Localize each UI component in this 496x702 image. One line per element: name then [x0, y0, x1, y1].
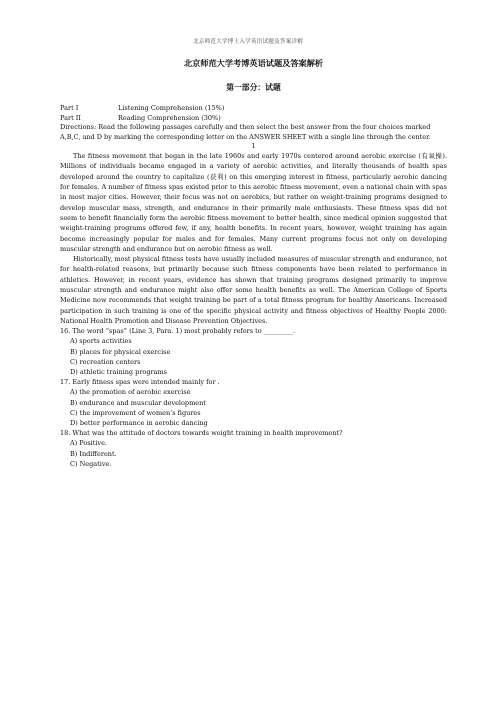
answer-option: C) Negative.	[70, 459, 112, 468]
answer-option: C) recreation centers	[70, 357, 141, 366]
document-body	[60, 58, 447, 469]
part-number: Part II	[60, 114, 81, 122]
running-header: 北京师范大学博士入学英语试题及答案详解	[192, 39, 304, 45]
answer-option: D) better performance in aerobic dancing	[70, 419, 208, 428]
part-heading	[60, 113, 447, 123]
part-name: Listening Comprehension (15%)	[118, 104, 225, 112]
question-stem: 16. The word “spas” (Line 3, Para. 1) most probably refers to _________.	[60, 327, 296, 336]
section-title: 第一部分：试题	[226, 83, 281, 92]
question-block	[60, 428, 447, 469]
answer-option: B) endurance and muscular development	[70, 398, 206, 407]
answer-option: B) places for physical exercise	[70, 347, 171, 356]
answer-option: D) athletic training programs	[70, 368, 167, 377]
answer-option: A) Positive.	[70, 439, 108, 448]
document-title: 北京师范大学考博英语试题及答案解析	[183, 58, 324, 68]
passage-paragraph: Historically, most physical fitness tests have usually included measures of muscular strength and endurance, not for health-related reasons, but primarily because such fitness components have been related to performance in athletics. However, in recent years, evidence has shown that training programs designed primarily to improve muscular strength and endurance might also offer some health benefits as well. The American College of Sports Medicine now recommends that weight training be part of a total fitness program for healthy Americans. Increased participation in such training is one of the specific physical activity and fitness objectives of Healthy People 2000: National Health Promotion and Disease Prevention Objectives.	[60, 255, 447, 325]
question-block	[60, 377, 447, 428]
passage-paragraph: The fitness movement that began in the late 1960s and early 1970s centered around aerobic exercise (有氧操). Millions of individuals became engaged in a variety of aerobic activities, and literally thousands of health spas developed around the country to capitalize (获利) on this emerging interest in fitness, particularly aerobic dancing for females. A number of fitness spas existed prior to this aerobic fitness movement, even a national chain with spas in most major cities. However, their focus was not on aerobics, but rather on weight-training programs designed to develop muscular mass, strength, and endurance in their primarily male enthusiasts. These fitness spas did not seem to benefit financially form the aerobic fitness movement to better health, since medical opinion suggested that weight-training programs offered few, if any, health benefits. In recent years, however, weight training has again become increasingly popular for males and for females. Many current programs focus not only on developing muscular strength and endurance but on aerobic fitness as well.	[60, 152, 447, 253]
answer-option: A) sports activities	[70, 337, 132, 346]
answer-option: B) Indifferent.	[70, 449, 117, 458]
passage-number: 1	[251, 142, 256, 151]
part-number: Part I	[60, 104, 79, 112]
answer-option: C) the improvement of women’s figures	[70, 408, 201, 417]
question-block	[60, 326, 447, 377]
question-stem: 18. What was the attitude of doctors towards weight training in health improvement?	[60, 429, 343, 438]
answer-option: A) the promotion of aerobic exercise	[70, 388, 191, 397]
part-name: Reading Comprehension (30%)	[118, 114, 221, 122]
question-stem: 17. Early fitness spas were intended mainly for .	[60, 378, 220, 387]
part-heading	[60, 103, 447, 113]
directions-text: Directions: Read the following passages carefully and then select the best answer from the four choices marked A,B,C, and D by marking the corresponding letter on the ANSWER SHEET with a single line through the center.	[60, 123, 431, 141]
